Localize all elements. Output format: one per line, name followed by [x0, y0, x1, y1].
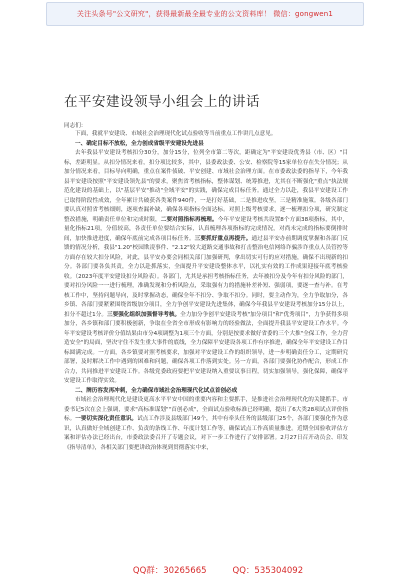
paragraph-1-bold: 二要对照指标再梳理。 — [160, 216, 218, 223]
intro-paragraph: 下面，我就平安建设、市域社会治理现代化试点验收等当前重点工作讲几点意见。 — [75, 131, 277, 137]
paragraph-1-text-d: 今年平安建设考核共设置8个方面38项指标，其中，量化指标21项，分值较高，各责任单位要结合实际，认真梳理各项指标的完成情况，对尚未完成的指标要倒排时间，加快推进进度，确保年底前完成各项目标任务。 — [64, 216, 348, 242]
paragraph-1-text-c: 确保完成目标任务。通过全力以赴，我县平安建设工作已取得阶段性成效，全年累计共破获各类案件940件，一是打好基础，二是推进攻坚，三是精准施策。各级各部门要认真对照省考核细则，逐项查漏补缺，确保各项指标全面达标。对照上级考核要求，逐一梳理扣分项，研究制定整改措施，明确责任单位和完成时限， — [64, 188, 348, 223]
paragraph-1-text-e: 通过县平安办前期调度掌握和各部门反馈的情况分析，我县"1.20"校园欺凌事件、"2.12"较大道路交通事故和打击整治电信网络诈骗涉诈重点人员管控等方面存在较大扣分风险，对此，县平安办要会同相关部门加强研判，拿出切实可行的应对措施，确保不出现新的扣分。各部门要各负其责，全力以赴抓落实，全面提升平安建设整体水平，以扎实有效的工作成果迎接年底考核验收。 — [64, 235, 348, 280]
paragraph-1-text-i: 一方面，各乡镇要对照考核要求，加强对平安建设工作的组织领导，进一步明确责任分工，定期研究部署，及时解决工作中遇到的困难和问题，确保各项工作落到实处。另一方面，各部门要强化协作配合，形成工作合力，共同推进平安建设工作。各级党委政府要把平安建设纳入重要议事日程，切实加强领导，强化保障，确保平安建设工作取得实效。 — [64, 349, 348, 384]
section-heading-2: 二、牌历容发再冲刺，全力确保市域社会治理现代化试点首创必成 — [75, 387, 238, 394]
qq-label: QQ：535304092 — [232, 566, 304, 576]
top-banner — [46, 2, 364, 26]
paragraph-1-text-a: 去年我县平安建设考核扣分30分，加分15分，位列全市第二等次，距确定为"平安建设优秀县（市、区）"目标，差距明显。从扣分情况来看，扣分项比较多，其中，县委政法委、公安、检察院等15家单位存在失分情况；从加分情况来看，目标导向明确，重点在案件侦破、平安创建、市域社会治理方面。在市委政法委的指导下，今年我县平安建设按照"平安建设领先县"的要求，聚焦省考核指标，整体谋划、统筹推进，尤其在不断强化" — [64, 150, 348, 185]
qq-group-label: QQ群：30265665 — [132, 566, 207, 576]
section-heading-1: 一、确定目标不放松，全力创成省级平安建设先进县 — [75, 140, 204, 147]
paragraph-1-bold-2: 三要抓好重点再提升。 — [194, 235, 252, 242]
paragraph-2-text-c: 近期全国验收评估方案和评估办法已经出台，市委政法委召开了专题会议，对下一步工作进行了安排部署。 — [64, 425, 348, 441]
paragraph-2-text-a: 市域社会治理现代化是建设更高水平平安中国的重要内容和主要抓手，是推进社会治理现代化的关键抓手。市委书记5次在会上强调，要求"高标准谋划""首创必成"，全面试点验收标准已经明确，提出了6大类28项试点评价指标。 — [64, 397, 348, 422]
document-body — [64, 130, 348, 453]
greeting: 同志们： — [64, 123, 87, 129]
document-title: 在平安建设领导小组会上的讲话 — [64, 94, 260, 109]
paragraph-1 — [64, 149, 348, 387]
paragraph-2-text-b: 试点工作涉及县级部门49个，其中有牵头任务的县级部门25个，各部门要强化作为意识，认真做好全域创建工作、负责的条线工作、年度计划工作等，确保试点工作高质量推进。 — [64, 416, 348, 432]
paragraph-1-text-h: 今年平安建设考核评价分值结果由市分4项调整为1项三个方面，分别是按要求做好省委的三个大推"全保工作，全力营造安全"的局面，坚决守住不发生重大事件的底线，全力保障平安建设各项工作有序推进，确保全年平安建设工作目标圆满完成。 — [64, 321, 348, 356]
paragraph-1-bold-3: 三要强化组织加强督导考核。 — [106, 311, 181, 318]
banner-text: 关注头条号"公文研究"，获得最新最全最专业的公文资料库！ 微信：gongwen1 — [76, 10, 334, 18]
footer-contact — [118, 564, 318, 576]
paragraph-1-text-f: （2023年度平安建设扣分风险表）。各部门，尤其是承担考核指标任务，去年被扣分及今年有扣分风险的部门，要对扣分风险一一进行梳理，准确发现和分析风险点，采取强有力的措施补差补短、强弱项，要逐一查与补。在考核工作中，坚持问题导向，及时掌握动态，确保全年不扣分、争取不扣分。同时，要主动作为，全力争取加分，各乡镇、各部门要紧紧围绕省级加分项目，全力争创平安建设先进集体，确保今年我县平安建设考核加分15分以上，扣分不超过1分。 — [64, 273, 348, 318]
paragraph-2 — [64, 396, 348, 453]
paragraph-1-text-b: 重点"执法规范化建设的基础上，以"基层平安"推动"全域平安"的实践， — [64, 178, 348, 194]
paragraph-2-bold: 一要切实深化责任意识。 — [75, 416, 138, 422]
paragraph-2-text-d: 2月27日召开动员会、印发《指导清单》，各相关部门要把讲政治体现到贯彻落实中来， — [64, 435, 348, 451]
paragraph-1-text-g: 全力加分争创平安建设考核"加分项目"和"优秀项目"，力争获得多项加分，各乡镇和部门要积极创新，争取在全省全市形成有影响力的经验做法，全面提升我县平安建设工作水平。 — [64, 311, 348, 327]
